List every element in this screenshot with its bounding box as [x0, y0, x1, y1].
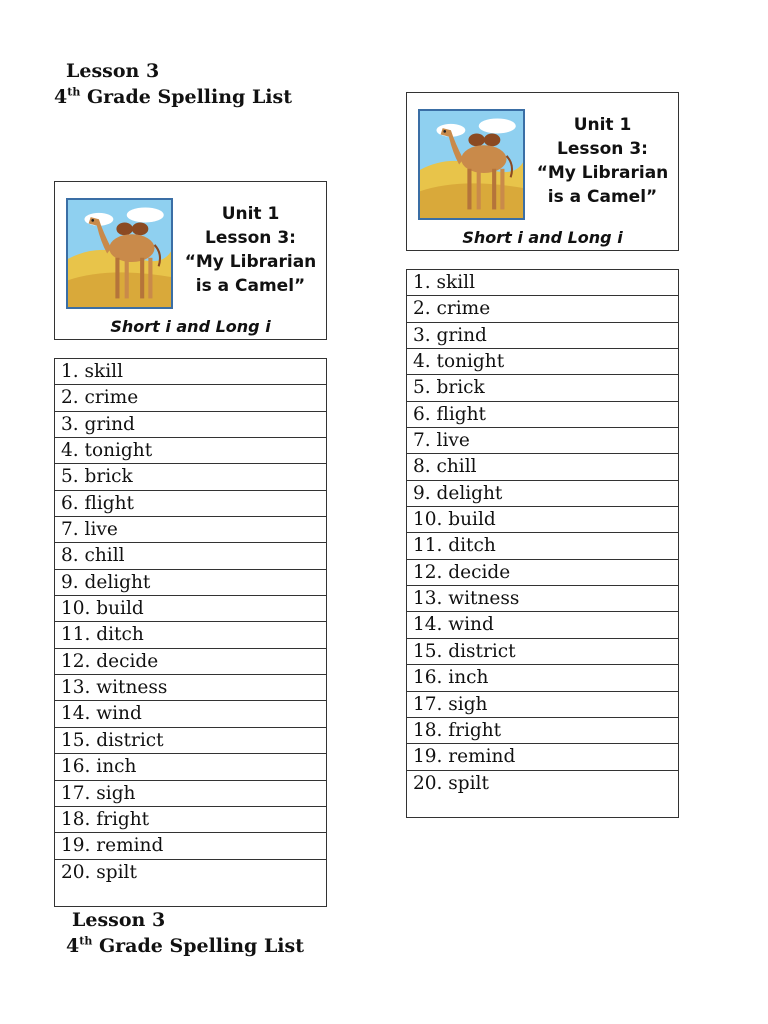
spelling-word-row: 13. witness [407, 586, 678, 612]
spelling-word-row: 15. district [55, 728, 326, 754]
card-subtitle: Short i and Long i [462, 228, 623, 247]
camel-icon [68, 200, 171, 307]
spelling-word-row: 14. wind [55, 701, 326, 727]
spelling-word-row: 20. spilt [413, 772, 489, 794]
spelling-word-row: 20. spilt [61, 861, 137, 883]
spelling-word-row: 17. sigh [407, 692, 678, 718]
lesson-number: Lesson 3: [205, 228, 296, 248]
spelling-word-row: 3. grind [407, 323, 678, 349]
spelling-word-row: 19. remind [407, 744, 678, 770]
spelling-word-row: 8. chill [407, 454, 678, 480]
top-heading [54, 58, 292, 110]
spelling-word-row: 2. crime [407, 296, 678, 322]
spelling-word-row: 6. flight [55, 491, 326, 517]
story-title-line2: is a Camel” [547, 187, 658, 207]
spelling-word-row: 14. wind [407, 612, 678, 638]
spelling-word-row: 7. live [407, 428, 678, 454]
unit-lesson-title [179, 202, 322, 298]
spelling-word-row: 15. district [407, 639, 678, 665]
card-subtitle: Short i and Long i [110, 317, 271, 336]
camel-image [418, 109, 525, 220]
spelling-word-row: 16. inch [55, 754, 326, 780]
spelling-word-row: 6. flight [407, 402, 678, 428]
lesson-card-right [406, 92, 679, 251]
spelling-word-row: 19. remind [55, 833, 326, 859]
spelling-word-row: 7. live [55, 517, 326, 543]
camel-icon [420, 111, 523, 218]
lesson-number: Lesson 3: [557, 139, 648, 159]
story-title-line1: “My Librarian [184, 252, 317, 272]
bottom-heading [66, 907, 304, 959]
spelling-word-row: 18. fright [55, 807, 326, 833]
spelling-word-row: 17. sigh [55, 781, 326, 807]
story-title-line2: is a Camel” [195, 276, 306, 296]
grade-title: 4th Grade Spelling List [66, 934, 304, 957]
spelling-word-row: 16. inch [407, 665, 678, 691]
spelling-word-row: 11. ditch [407, 533, 678, 559]
unit-label: Unit 1 [573, 115, 632, 135]
spelling-word-row: 8. chill [55, 543, 326, 569]
spelling-word-row: 10. build [407, 507, 678, 533]
spelling-word-row: 13. witness [55, 675, 326, 701]
story-title-line1: “My Librarian [536, 163, 669, 183]
spelling-word-row: 18. fright [407, 718, 678, 744]
spelling-word-row: 1. skill [55, 359, 326, 385]
spelling-word-row: 5. brick [55, 464, 326, 490]
spelling-list-right [406, 269, 679, 818]
lesson-card-left [54, 181, 327, 340]
spelling-word-row: 4. tonight [55, 438, 326, 464]
spelling-word-row: 2. crime [55, 385, 326, 411]
camel-image [66, 198, 173, 309]
spelling-word-row: 3. grind [55, 412, 326, 438]
spelling-word-row: 11. ditch [55, 622, 326, 648]
spelling-word-row: 4. tonight [407, 349, 678, 375]
spelling-word-row: 9. delight [407, 481, 678, 507]
spelling-word-row: 5. brick [407, 375, 678, 401]
spelling-word-row: 12. decide [407, 560, 678, 586]
unit-lesson-title [531, 113, 674, 209]
spelling-word-row: 10. build [55, 596, 326, 622]
spelling-word-row: 12. decide [55, 649, 326, 675]
spelling-word-row: 1. skill [407, 270, 678, 296]
lesson-label: Lesson 3 [72, 909, 166, 931]
lesson-label: Lesson 3 [66, 60, 160, 82]
unit-label: Unit 1 [221, 204, 280, 224]
grade-title: 4th Grade Spelling List [54, 85, 292, 108]
spelling-list-left [54, 358, 327, 907]
spelling-word-row: 9. delight [55, 570, 326, 596]
